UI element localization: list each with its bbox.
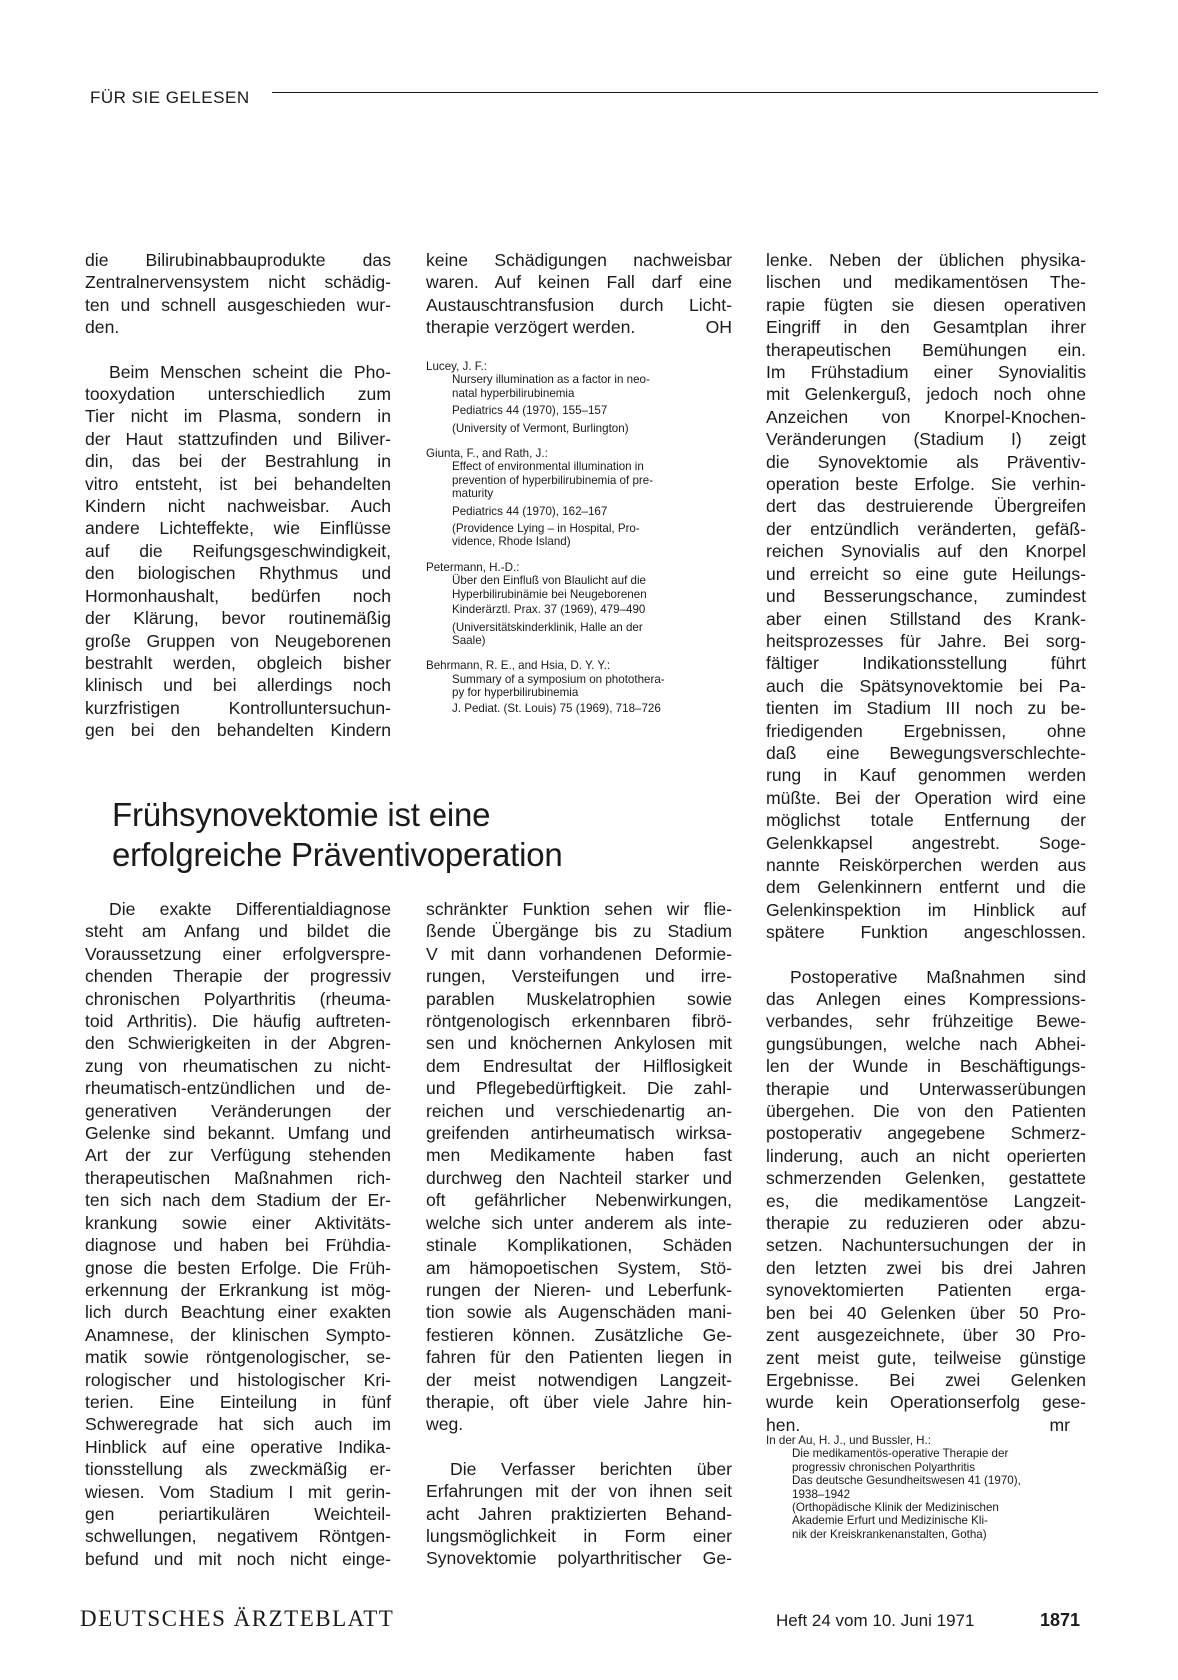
text-line: synovektomierten Patienten erga- bbox=[766, 1280, 1086, 1301]
text-line: schmerzenden Gelenken, gestattete bbox=[766, 1168, 1086, 1189]
reference-line: prevention of hyperbilirubinemia of pre- bbox=[452, 473, 654, 487]
text-line: müßte. Bei der Operation wird eine bbox=[766, 787, 1086, 808]
text-line: den biologischen Rhythmus und bbox=[85, 563, 391, 584]
text-line: aber einen Stillstand des Krank- bbox=[766, 608, 1086, 629]
text-line: den Schwierigkeiten in der Abgren- bbox=[85, 1033, 391, 1054]
reference-line: Über den Einfluß von Blaulicht auf die bbox=[452, 574, 646, 588]
text-line: röntgenologisch erkennbaren fibrö- bbox=[426, 1011, 732, 1032]
text-line: Austauschtransfusion durch Licht- bbox=[426, 294, 732, 315]
text-line: Kindern nicht nachweisbar. Auch bbox=[85, 496, 391, 517]
text-line: Voraussetzung einer erfolgverspre- bbox=[85, 943, 391, 964]
text-line: andere Lichteffekte, wie Einflüsse bbox=[85, 518, 391, 539]
text-line: len der Wunde in Beschäftigungs- bbox=[766, 1056, 1086, 1077]
text-line: ten und schnell ausgeschieden wur- bbox=[85, 294, 391, 315]
text-line: und Pflegebedürftigkeit. Die zahl- bbox=[426, 1078, 732, 1099]
reference-author: Lucey, J. F.: bbox=[426, 360, 487, 373]
text-line: Schweregrade hat sich auch im bbox=[85, 1414, 391, 1435]
text-line: din, das bei der Bestrahlung in bbox=[85, 451, 391, 472]
text-line: fältiger Indikationsstellung führt bbox=[766, 653, 1086, 674]
text-line: Art der zur Verfügung stehenden bbox=[85, 1145, 391, 1166]
text-line: Gelenke sind bekannt. Umfang und bbox=[85, 1123, 391, 1144]
text-line: auch die Spätsynovektomie bei Pa- bbox=[766, 675, 1086, 696]
section-label: FÜR SIE GELESEN bbox=[90, 88, 250, 107]
text-line: wurde kein Operationserfolg gese- bbox=[766, 1392, 1086, 1413]
text-line: klinisch und bei allerdings noch bbox=[85, 675, 391, 696]
text-line: therapeutischen Maßnahmen rich- bbox=[85, 1167, 391, 1188]
text-line: terien. Eine Einteilung in fünf bbox=[85, 1391, 391, 1412]
magazine-title: DEUTSCHES ÄRZTEBLATT bbox=[80, 1606, 395, 1631]
text-line: gen bei den behandelten Kindern bbox=[85, 720, 391, 741]
reference-line: maturity bbox=[452, 487, 494, 501]
text-line: tooxydation unterschiedlich zum bbox=[85, 384, 391, 405]
text-line: postoperativ angegebene Schmerz- bbox=[766, 1123, 1086, 1144]
article1-column1 bbox=[85, 249, 391, 742]
text-line: der Haut stattzufinden und Biliver- bbox=[85, 428, 391, 449]
text-line: tienten im Stadium III noch zu be- bbox=[766, 698, 1086, 719]
text-line: chronischen Polyarthritis (rheuma- bbox=[85, 988, 391, 1009]
text-line: befund und mit noch nicht einge- bbox=[85, 1548, 391, 1569]
text-fragment: therapie verzögert werden. bbox=[426, 317, 636, 338]
article2-column2 bbox=[426, 898, 732, 1570]
reference-line: progressiv chronischen Polyarthritis bbox=[792, 1460, 975, 1474]
reference-line: Die medikamentös-operative Therapie der bbox=[792, 1447, 1009, 1461]
reference-line: Summary of a symposium on phototherа- bbox=[452, 672, 665, 686]
page-number: 1871 bbox=[1040, 1610, 1081, 1630]
reference-line: vidence, Rhode Island) bbox=[452, 535, 571, 549]
text-line: linderung, auch an nicht operierten bbox=[766, 1145, 1086, 1166]
text-line: gnose die besten Erfolge. Die Früh- bbox=[85, 1257, 391, 1278]
text-line: Postoperative Maßnahmen sind bbox=[790, 966, 1086, 987]
text-line: therapeutischen Bemühungen ein. bbox=[766, 339, 1086, 360]
reference-entry bbox=[426, 659, 736, 715]
issue-info: Heft 24 vom 10. Juni 1971 bbox=[776, 1611, 975, 1630]
text-line: therapie, oft über viele Jahre hin- bbox=[426, 1391, 732, 1412]
text-line: vitro entsteht, ist bei behandelten bbox=[85, 473, 391, 494]
text-line: übergehen. Die von den Patienten bbox=[766, 1101, 1086, 1122]
reference-line: (University of Vermont, Burlington) bbox=[452, 421, 629, 435]
article2-column3 bbox=[766, 249, 1086, 1436]
reference-line: Das deutsche Gesundheitswesen 41 (1970), bbox=[792, 1474, 1021, 1488]
reference-line: (Orthopädische Klinik der Medizinischen bbox=[792, 1501, 999, 1515]
reference-author: Giunta, F., and Rath, J.: bbox=[426, 447, 548, 461]
text-line: therapie und Unterwasserübungen bbox=[766, 1078, 1086, 1099]
text-line: der entzündlich veränderten, gefäß- bbox=[766, 518, 1086, 539]
article-headline bbox=[112, 795, 652, 875]
text-line: auf die Reifungsgeschwindigkeit, bbox=[85, 540, 391, 561]
text-line: rologischer und histologischer Kri- bbox=[85, 1369, 391, 1390]
reference-line: Nursery illumination as a factor in neo- bbox=[452, 373, 650, 387]
text-line: möglichst totale Entfernung der bbox=[766, 810, 1086, 831]
text-line: greifenden antirheumatisch wirksa- bbox=[426, 1123, 732, 1144]
reference-line: Effect of environmental illumination in bbox=[452, 460, 644, 474]
text-line: chenden Therapie der progressiv bbox=[85, 966, 391, 987]
text-line: Anamnese, der klinischen Sympto- bbox=[85, 1324, 391, 1345]
text-line: Die exakte Differentialdiagnose bbox=[109, 899, 391, 919]
reference-line: J. Pediat. (St. Louis) 75 (1969), 718–726 bbox=[452, 701, 661, 715]
text-line: zent ausgezeichnete, über 30 Pro- bbox=[766, 1325, 1086, 1346]
reference-line: nik der Kreiskrankenanstalten, Gotha) bbox=[792, 1527, 987, 1541]
header-rule bbox=[272, 92, 1098, 93]
text-line: es, die medikamentöse Langzeit- bbox=[766, 1190, 1086, 1211]
text-line: parablen Muskelatrophien sowie bbox=[426, 988, 732, 1009]
text-line: reichen Synovialis auf den Knorpel bbox=[766, 541, 1086, 562]
text-line: wiesen. Vom Stadium I mit gerin- bbox=[85, 1481, 391, 1502]
article2-column1 bbox=[85, 898, 391, 1570]
text-line: Eingriff in den Gesamtplan ihrer bbox=[766, 317, 1086, 338]
text-line: oft gefährlicher Nebenwirkungen, bbox=[426, 1190, 732, 1211]
reference-entry bbox=[426, 360, 736, 435]
text-line: die Bilirubinabbauprodukte das bbox=[85, 250, 391, 270]
text-line: generativen Veränderungen der bbox=[85, 1100, 391, 1121]
reference-author: Behrmann, R. E., and Hsia, D. Y. Y.: bbox=[426, 659, 611, 673]
text-line: große Gruppen von Neugeborenen bbox=[85, 630, 391, 651]
text-line: am hämopoetischen System, Stö- bbox=[426, 1257, 732, 1278]
reference-line: Akademie Erfurt und Medizinische Kli- bbox=[792, 1514, 988, 1528]
text-line: rung in Kauf genommen werden bbox=[766, 765, 1086, 786]
text-line: Tier nicht im Plasma, sondern in bbox=[85, 406, 391, 427]
text-line: ten sich nach dem Stadium der Er- bbox=[85, 1190, 391, 1211]
article1-references bbox=[426, 360, 736, 723]
text-line: lungsmöglichkeit in Form einer bbox=[426, 1525, 732, 1546]
author-initials: OH bbox=[705, 317, 732, 338]
reference-line: Hyperbilirubinämie bei Neugeborenen bbox=[452, 587, 647, 601]
text-line: rapie fügten sie diesen operativen bbox=[766, 294, 1086, 315]
text-line: bestrahlt werden, obgleich bisher bbox=[85, 652, 391, 673]
text-line: Die Verfasser berichten über bbox=[450, 1458, 732, 1479]
text-line: gen periartikulären Weichteil- bbox=[85, 1503, 391, 1524]
text-line: matik sowie röntgenologischer, se- bbox=[85, 1347, 391, 1368]
text-line: den letzten zwei bis drei Jahren bbox=[766, 1257, 1086, 1278]
text-line: Gelenkinspektion im Hinblick auf bbox=[766, 899, 1086, 920]
text-line: Gelenkkapsel angestrebt. Soge- bbox=[766, 832, 1086, 853]
reference-line: 1938–1942 bbox=[792, 1487, 851, 1501]
reference-entry bbox=[426, 561, 736, 647]
text-line: V mit dann vorhandenen Deformie- bbox=[426, 943, 732, 964]
text-line: Zentralnervensystem nicht schädig- bbox=[85, 272, 391, 293]
text-line: nannte Reiskörperchen werden aus bbox=[766, 854, 1086, 875]
text-line: schränkter Funktion sehen wir flie- bbox=[426, 899, 732, 919]
reference-author: Petermann, H.-D.: bbox=[426, 560, 520, 574]
text-line: waren. Auf keinen Fall darf eine bbox=[426, 272, 732, 293]
text-line: und Besserungschance, zumindest bbox=[766, 586, 1086, 607]
text-line: der Klärung, bevor routinemäßig bbox=[85, 608, 391, 629]
text-line: kurzfristigen Kontrolluntersuchun- bbox=[85, 697, 391, 718]
text-line: lenke. Neben der üblichen physika- bbox=[766, 250, 1086, 270]
reference-line: py for hyperbilirubinemia bbox=[452, 686, 579, 700]
headline-line: erfolgreiche Präventivoperation bbox=[112, 836, 563, 873]
reference-entry bbox=[426, 447, 736, 549]
text-line: mit Gelenkerguß, jedoch noch ohne bbox=[766, 384, 1086, 405]
text-line: der meist notwendigen Langzeit- bbox=[426, 1369, 732, 1390]
headline-line: Frühsynovektomie ist eine bbox=[112, 796, 491, 833]
text-line: Erfahrungen mit der von ihnen seit bbox=[426, 1481, 732, 1502]
text-line: die Synovektomie als Präventiv- bbox=[766, 451, 1086, 472]
reference-line: Pediatrics 44 (1970), 162–167 bbox=[452, 504, 608, 518]
text-line: stinale Komplikationen, Schäden bbox=[426, 1235, 732, 1256]
text-line: dem Endresultat der Hilflosigkeit bbox=[426, 1055, 732, 1076]
text-line: erkennung der Erkrankung ist mög- bbox=[85, 1279, 391, 1300]
text-line: ßende Übergänge bis zu Stadium bbox=[426, 921, 732, 942]
text-line: ben bei 40 Gelenken über 50 Pro- bbox=[766, 1302, 1086, 1323]
article2-reference bbox=[766, 1434, 1084, 1541]
text-line: sen und knöchernen Ankylosen mit bbox=[426, 1033, 732, 1054]
text-line: Anzeichen von Knorpel-Knochen- bbox=[766, 406, 1086, 427]
author-initials: mr bbox=[1049, 1414, 1070, 1435]
text-line: weg. bbox=[426, 1414, 464, 1435]
text-line: diagnose und haben bei Frühdia- bbox=[85, 1235, 391, 1256]
text-line: schwellungen, negativem Röntgen- bbox=[85, 1526, 391, 1547]
text-line: daß eine Bewegungsverschlechte- bbox=[766, 742, 1086, 763]
text-line: friedigenden Ergebnissen, ohne bbox=[766, 720, 1086, 741]
text-line: den. bbox=[85, 317, 120, 338]
text-line: reichen und verschiedenartig an- bbox=[426, 1100, 732, 1121]
text-line: Hinblick auf eine operative Indika- bbox=[85, 1436, 391, 1457]
text-line: welche sich unter anderem als inte- bbox=[426, 1212, 732, 1233]
reference-line: Saale) bbox=[452, 633, 486, 647]
text-line: Synovektomie polyarthritischer Ge- bbox=[426, 1548, 732, 1569]
text-line: tion sowie als Augenschäden mani- bbox=[426, 1302, 732, 1323]
text-line: lischen und medikamentösen The- bbox=[766, 272, 1086, 293]
text-line: verbandes, sehr frühzeitige Bewe- bbox=[766, 1011, 1086, 1032]
text-line: gungsübungen, welche nach Abhei- bbox=[766, 1033, 1086, 1054]
text-line bbox=[426, 316, 732, 338]
text-line: rungen, Versteifungen und irre- bbox=[426, 966, 732, 987]
text-line: fahren für den Patienten liegen in bbox=[426, 1347, 732, 1368]
reference-line: natal hyperbilirubinemia bbox=[452, 386, 575, 400]
text-line: rheumatisch-entzündlichen und de- bbox=[85, 1078, 391, 1099]
text-line: lich durch Beachtung einer exakten bbox=[85, 1302, 391, 1323]
text-line: krankung sowie einer Aktivitäts- bbox=[85, 1212, 391, 1233]
text-line: das Anlegen eines Kompressions- bbox=[766, 989, 1086, 1009]
text-line: Veränderungen (Stadium I) zeigt bbox=[766, 429, 1086, 450]
reference-line: Kinderärztl. Prax. 37 (1969), 479–490 bbox=[452, 603, 646, 617]
text-line: toid Arthritis). Die häufig auftreten- bbox=[85, 1011, 391, 1032]
text-line: Hormonhaushalt, bedürfen noch bbox=[85, 585, 391, 606]
reference-author: In der Au, H. J., und Bussler, H.: bbox=[766, 1434, 931, 1447]
text-line: dert das destruierende Übergreifen bbox=[766, 496, 1086, 517]
text-line: Ergebnisse. Bei zwei Gelenken bbox=[766, 1369, 1086, 1390]
text-line: spätere Funktion angeschlossen. bbox=[766, 922, 1086, 943]
text-line: zent meist gute, teilweise günstige bbox=[766, 1347, 1086, 1368]
reference-line: (Providence Lying – in Hospital, Pro- bbox=[452, 522, 640, 536]
text-line: und erreicht so eine gute Heilungs- bbox=[766, 563, 1086, 584]
text-fragment: hen. bbox=[766, 1414, 801, 1435]
text-line bbox=[766, 1414, 1086, 1436]
article1-column2 bbox=[426, 249, 732, 339]
text-line: keine Schädigungen nachweisbar bbox=[426, 250, 732, 270]
text-line: dem Gelenkinnern entfernt und die bbox=[766, 877, 1086, 898]
text-line: durchweg den Nachteil starker und bbox=[426, 1167, 732, 1188]
text-line: Beim Menschen scheint die Pho- bbox=[109, 361, 391, 382]
text-line: operation beste Erfolge. Sie verhin- bbox=[766, 474, 1086, 495]
text-line: steht am Anfang und bildet die bbox=[85, 921, 391, 942]
text-line: tionsstellung als zweckmäßig er- bbox=[85, 1459, 391, 1480]
text-line: festieren können. Zusätzliche Ge- bbox=[426, 1324, 732, 1345]
reference-line: Pediatrics 44 (1970), 155–157 bbox=[452, 404, 608, 418]
text-line: setzen. Nachuntersuchungen der in bbox=[766, 1235, 1086, 1256]
text-line: heitsprozesses für Jahre. Bei sorg- bbox=[766, 630, 1086, 651]
text-line: therapie zu reduzieren oder abzu- bbox=[766, 1213, 1086, 1234]
text-line: Im Frühstadium einer Synovialitis bbox=[766, 362, 1086, 383]
reference-line: (Universitätskinderklinik, Halle an der bbox=[452, 620, 643, 634]
text-line: rungen der Nieren- und Leberfunk- bbox=[426, 1279, 732, 1300]
text-line: zung von rheumatischen zu nicht- bbox=[85, 1055, 391, 1076]
text-line: acht Jahren praktizierten Behand- bbox=[426, 1503, 732, 1524]
text-line: men Medikamente haben fast bbox=[426, 1145, 732, 1166]
